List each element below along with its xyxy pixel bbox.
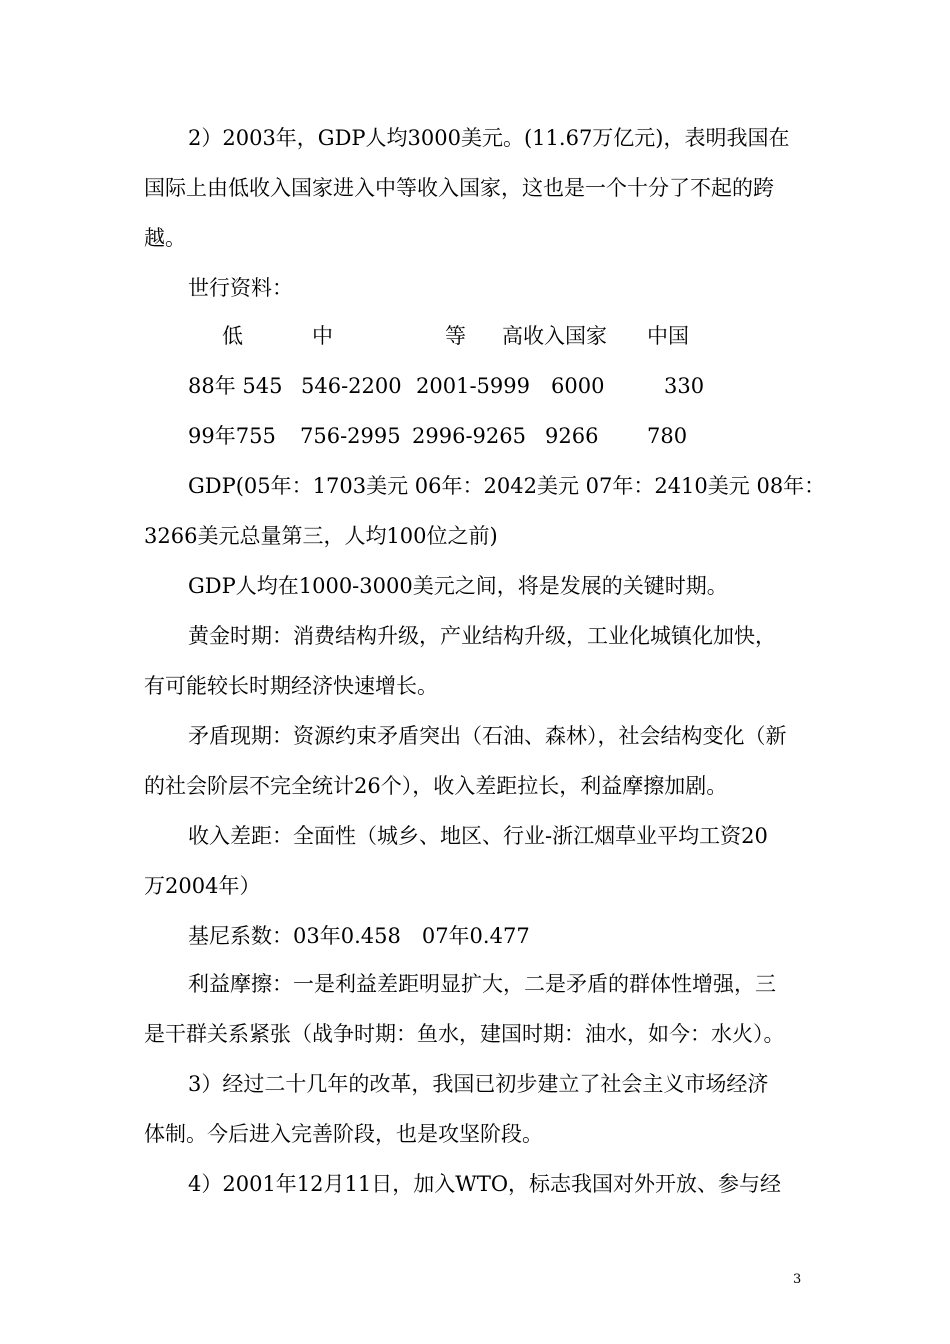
- paragraph-line: GDP(05年：1703美元 06年：2042美元 07年：2410美元 08年：: [188, 474, 826, 498]
- table-cell: 756-2995: [300, 424, 401, 448]
- paragraph-line: 体制。今后进入完善阶段，也是攻坚阶段。: [144, 1122, 543, 1146]
- paragraph-line: 万2004年）: [144, 874, 261, 898]
- paragraph-line: 国际上由低收入国家进入中等收入国家，这也是一个十分了不起的跨: [144, 176, 774, 200]
- table-cell: 6000: [551, 374, 605, 398]
- table-cell: 546-2200: [301, 374, 402, 398]
- paragraph-line: 有可能较长时期经济快速增长。: [144, 674, 438, 698]
- paragraph-line: 3266美元总量第三，人均100位之前): [144, 524, 498, 548]
- table-header-low: 低: [222, 324, 243, 348]
- table-cell: 2001-5999: [416, 374, 530, 398]
- table-header-etc: 等: [445, 324, 466, 348]
- table-cell: 780: [647, 424, 688, 448]
- paragraph-line: 2）2003年，GDP人均3000美元。(11.67万亿元)，表明我国在: [188, 126, 790, 150]
- paragraph-line: 3）经过二十几年的改革，我国已初步建立了社会主义市场经济: [188, 1072, 769, 1096]
- paragraph-line: 世行资料：: [188, 276, 293, 300]
- paragraph-line: 利益摩擦：一是利益差距明显扩大，二是矛盾的群体性增强，三: [188, 972, 776, 996]
- paragraph-line: 越。: [144, 226, 186, 250]
- paragraph-line: 矛盾现期：资源约束矛盾突出（石油、森林），社会结构变化（新: [188, 724, 787, 748]
- paragraph-line: 的社会阶层不完全统计26个），收入差距拉长，利益摩擦加剧。: [144, 774, 728, 798]
- table-cell: 9266: [545, 424, 599, 448]
- table-header-high-income: 高收入国家: [502, 324, 607, 348]
- table-header-china: 中国: [647, 324, 689, 348]
- paragraph-line: GDP人均在1000-3000美元之间，将是发展的关键时期。: [188, 574, 728, 598]
- page-number: 3: [793, 1272, 802, 1287]
- table-header-middle: 中: [312, 324, 333, 348]
- paragraph-line: 收入差距：全面性（城乡、地区、行业-浙江烟草业平均工资20: [188, 824, 768, 848]
- paragraph-line: 4）2001年12月11日，加入WTO，标志我国对外开放、参与经: [188, 1172, 782, 1196]
- paragraph-line: 基尼系数：03年0.458 07年0.477: [188, 924, 530, 948]
- paragraph-line: 是干群关系紧张（战争时期：鱼水，建国时期：油水，如今：水火）。: [144, 1022, 785, 1046]
- table-cell: 88年 545: [188, 374, 283, 398]
- table-cell: 2996-9265: [412, 424, 526, 448]
- paragraph-line: 黄金时期：消费结构升级，产业结构升级，工业化城镇化加快，: [188, 624, 776, 648]
- table-cell: 330: [664, 374, 705, 398]
- table-cell: 99年755: [188, 424, 276, 448]
